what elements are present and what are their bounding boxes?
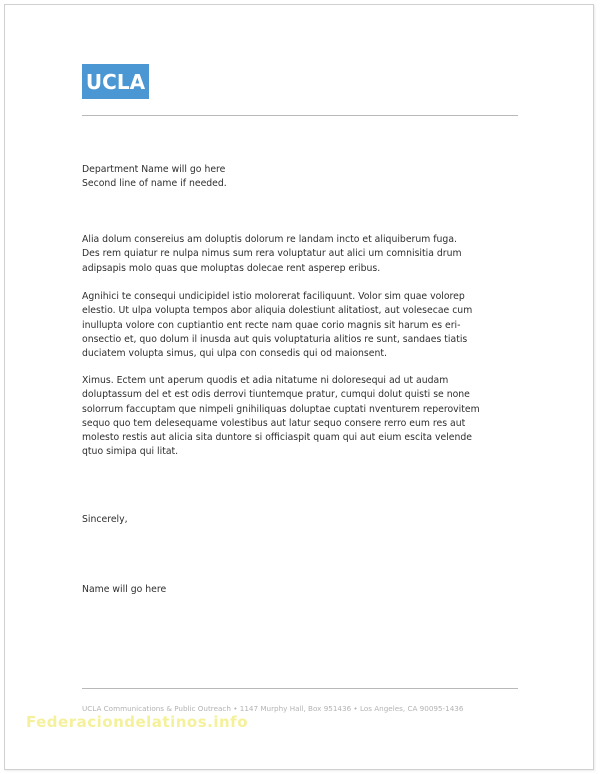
paragraph-line: molesto restis aut alicia sita duntore si officiaspit quam qui aut eium escita velende <box>82 432 473 444</box>
paragraph-line: duciatem volupta simus, qui ulpa con consedis qui od maionsent. <box>82 348 387 360</box>
paragraph-line: Alia dolum consereius am doluptis dolorum re landam incto et aliquiberum fuga. <box>82 234 457 245</box>
paragraph-line: onsectio et, quo dolum il inusda aut quis voluptaturia alitios re sunt, sandaes tiatis <box>82 333 468 345</box>
header-divider <box>82 115 518 116</box>
body-paragraph-3 <box>82 374 518 460</box>
closing-salutation: Sincerely, <box>82 514 128 525</box>
paragraph-line: sequo quo tem delesequame volestibus aut latur sequo consere rerro eum res aut <box>82 417 466 429</box>
footer-address: UCLA Communications & Public Outreach • 1147 Murphy Hall, Box 951436 • Los Angeles, CA 90095-1436 <box>82 704 464 713</box>
footer-divider <box>82 688 518 689</box>
paragraph-line: adipsapis molo quas que moluptas dolecae rent asperep eribus. <box>82 262 381 274</box>
logo-text: UCLA <box>85 69 146 94</box>
paragraph-line: Des rem quiatur re nulpa nimus sum rera voluptatur aut alici um comnisitia drum <box>82 248 462 260</box>
ucla-logo <box>82 64 149 99</box>
paragraph-line: inullupta volore con cuptiantio ent recte nam quae corio magnis sit harum es eri- <box>82 319 461 331</box>
department-name-line2: Second line of name if needed. <box>82 178 227 190</box>
watermark-text: Federaciondelatinos.info <box>26 713 249 731</box>
department-block <box>82 163 518 192</box>
body-paragraph-1 <box>82 233 518 276</box>
paragraph-line: Agnihici te consequi undicipidel istio molorerat faciliquunt. Volor sim quae volorep <box>82 291 465 302</box>
paragraph-line: qtuo simipa qui litat. <box>82 446 179 458</box>
body-paragraph-2 <box>82 290 518 361</box>
department-name-line1: Department Name will go here <box>82 164 226 175</box>
signature-name: Name will go here <box>82 584 167 595</box>
paragraph-line: Ximus. Ectem unt aperum quodis et adia nitatume ni doloresequi ad ut audam <box>82 375 449 386</box>
paragraph-line: doluptassum del et est odis derrovi tiuntemque pratur, cumqui dolut quisti se none <box>82 389 470 401</box>
paragraph-line: solorrum faccuptam que nimpeli gnihiliquas doluptae cuptati nventurem reperovitem <box>82 403 480 415</box>
paragraph-line: elestio. Ut ulpa volupta tempos abor aliquia dolestiunt alitatiost, aut volesecae cum <box>82 305 473 317</box>
